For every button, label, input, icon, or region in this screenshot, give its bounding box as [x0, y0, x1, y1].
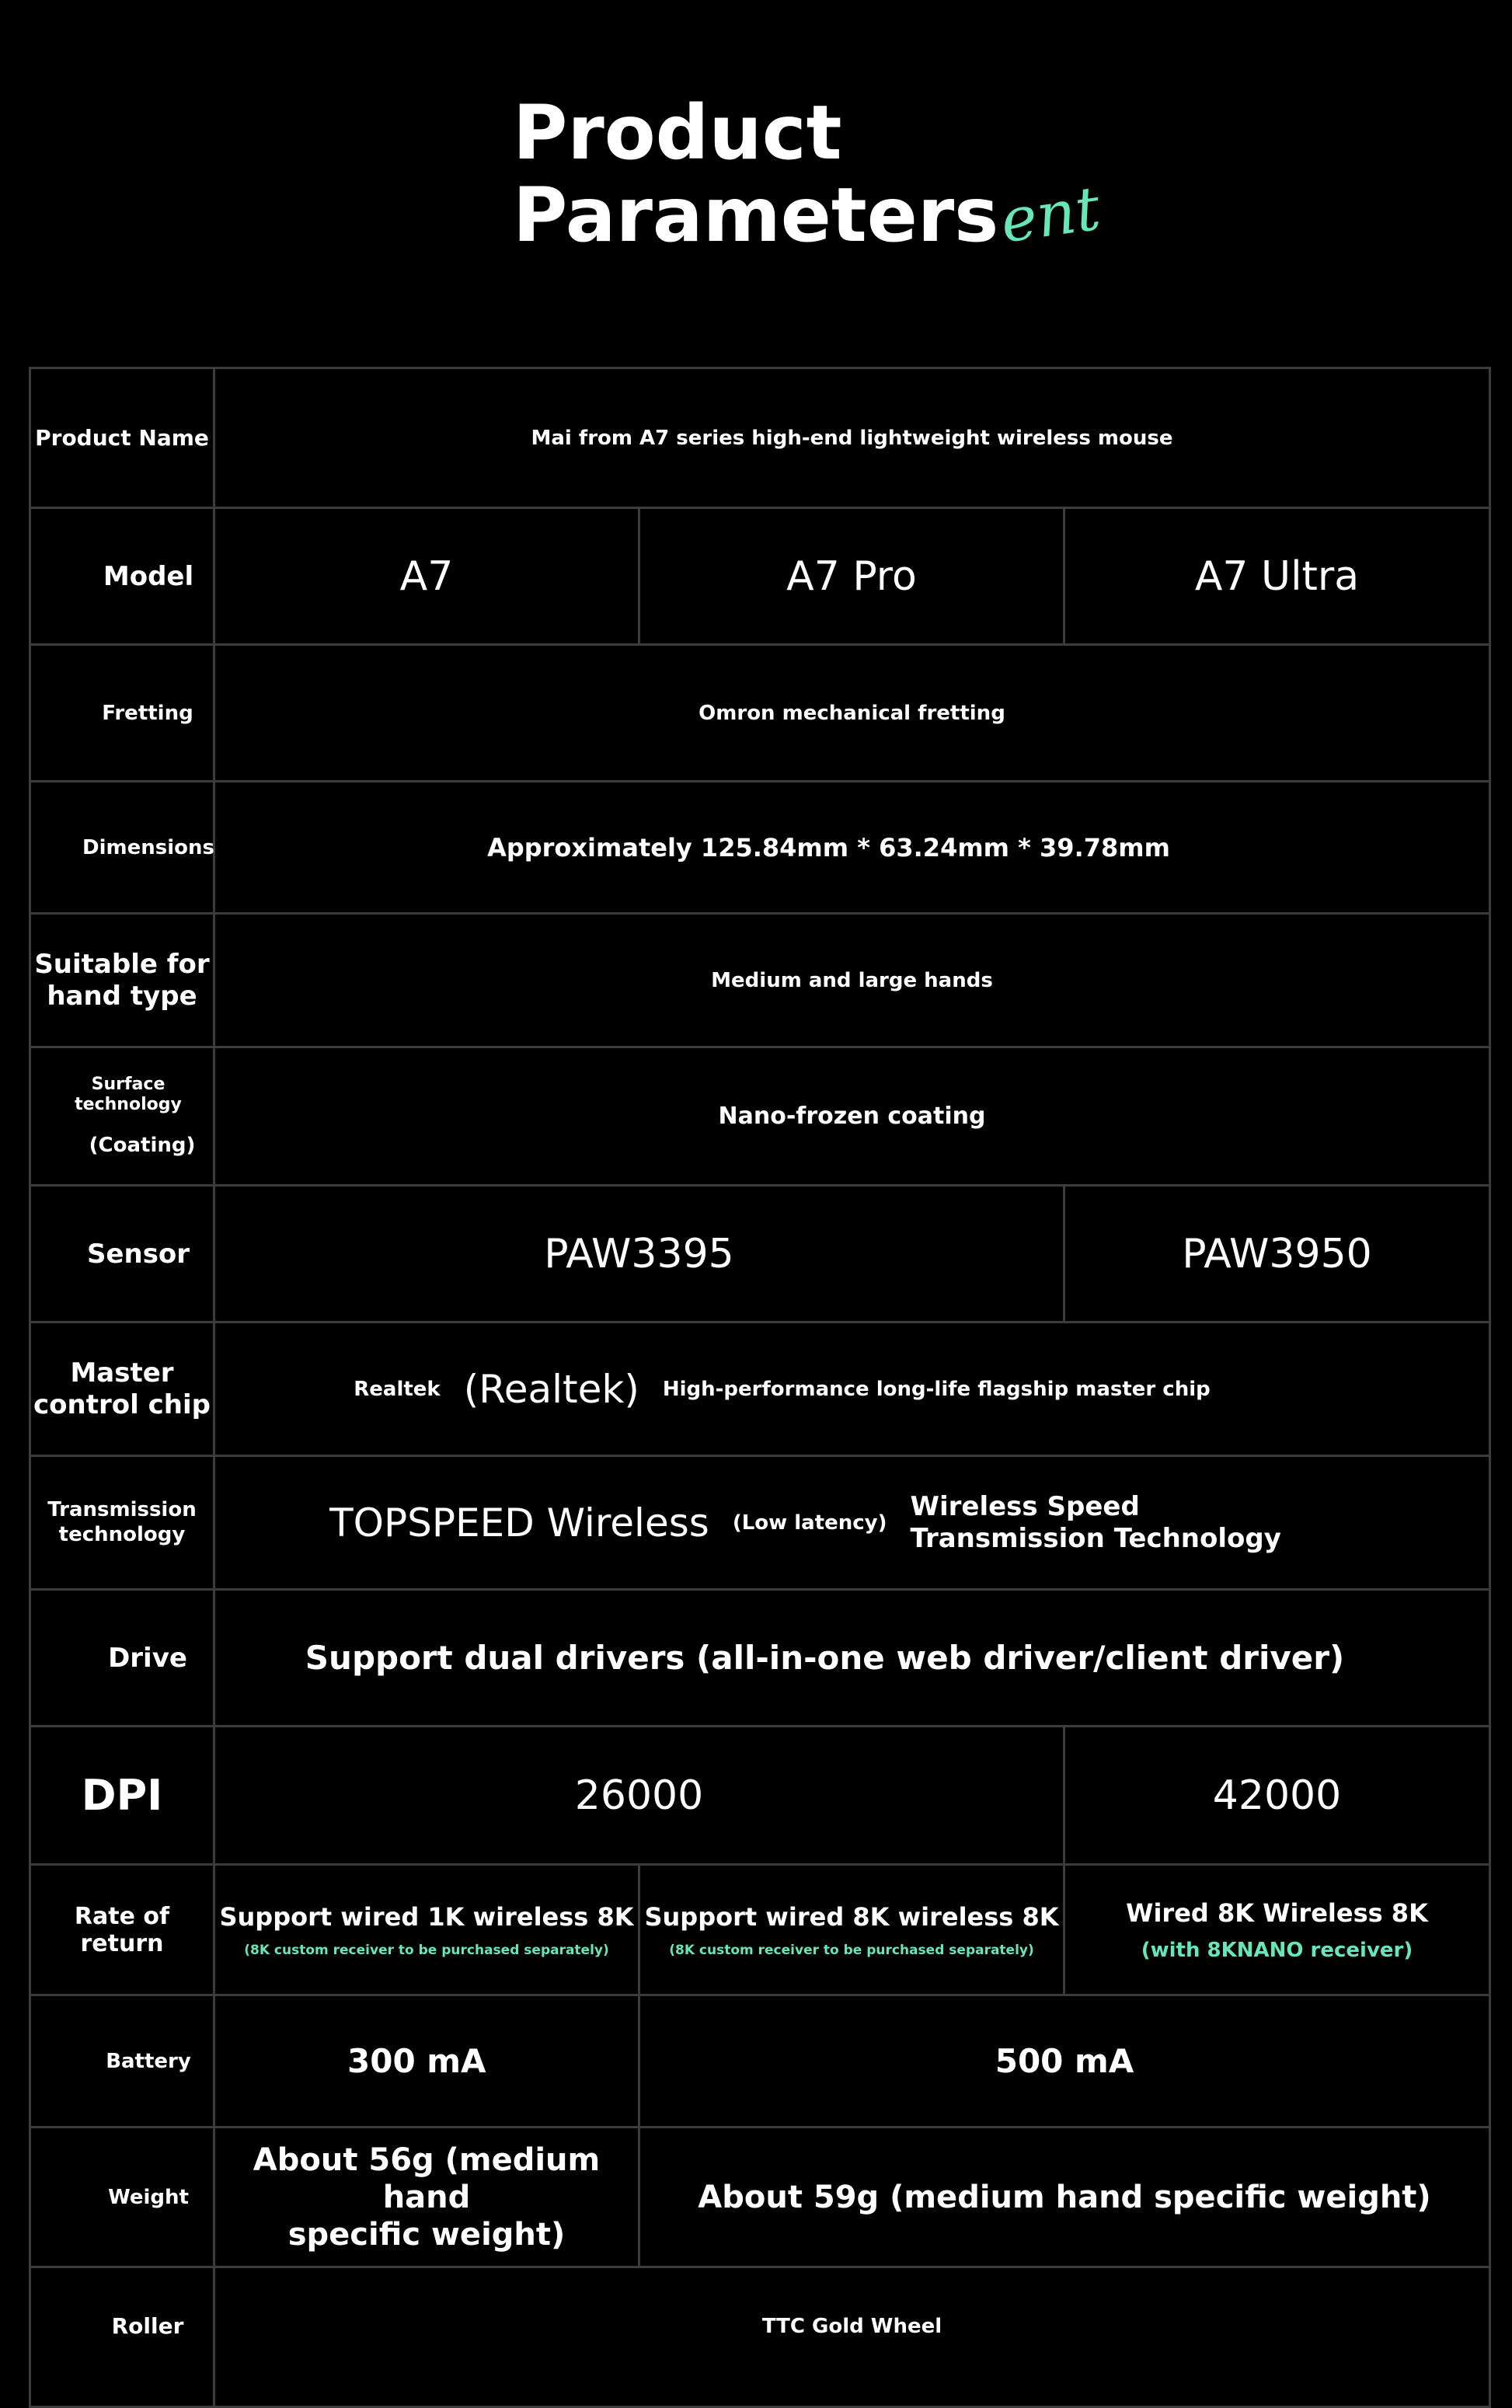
- value-dpi-a: 26000: [214, 1727, 1064, 1865]
- value-rate-a7: [214, 1865, 639, 1995]
- row-surface: [30, 1047, 1490, 1186]
- rate-a7-pro-main: Support wired 8K wireless 8K: [644, 1901, 1059, 1932]
- label-transmission-line-2: technology: [58, 1522, 186, 1546]
- label-surface-line-2: (Coating): [89, 1134, 196, 1158]
- row-roller: [30, 2267, 1490, 2407]
- row-battery: [30, 1995, 1490, 2127]
- label-sensor: Sensor: [30, 1186, 214, 1322]
- label-model: Model: [30, 508, 214, 645]
- row-rate: [30, 1865, 1490, 1995]
- value-sensor-a: PAW3395: [214, 1186, 1064, 1322]
- label-chip-line-1: Master: [70, 1357, 174, 1389]
- label-transmission: [30, 1456, 214, 1590]
- row-transmission: [30, 1456, 1490, 1590]
- value-chip: [214, 1322, 1490, 1456]
- label-hand-type-line-1: Suitable for: [34, 948, 210, 980]
- transmission-name: TOPSPEED Wireless: [329, 1500, 709, 1546]
- row-drive: [30, 1590, 1490, 1727]
- label-dpi: DPI: [30, 1727, 214, 1865]
- row-chip: [30, 1322, 1490, 1456]
- value-rate-a7-ultra: [1064, 1865, 1490, 1995]
- rate-a7-pro-note: (8K custom receiver to be purchased separately): [669, 1942, 1034, 1958]
- weight-a-line-2: specific weight): [287, 2216, 566, 2253]
- row-dimensions: [30, 782, 1490, 914]
- row-fretting: [30, 645, 1490, 782]
- page-title: [513, 89, 999, 259]
- value-model-a7-pro: A7 Pro: [639, 508, 1064, 645]
- label-product-name: Product Name: [30, 368, 214, 508]
- rate-a7-note: (8K custom receiver to be purchased separately): [244, 1942, 609, 1958]
- row-model: [30, 508, 1490, 645]
- value-roller: TTC Gold Wheel: [214, 2267, 1490, 2407]
- rate-a7-ultra-note: (with 8KNANO receiver): [1141, 1938, 1413, 1962]
- value-hand-type: Medium and large hands: [214, 914, 1490, 1047]
- value-model-a7-ultra: A7 Ultra: [1064, 508, 1490, 645]
- value-weight-a: [214, 2127, 639, 2267]
- chip-brand-large: (Realtek): [463, 1366, 639, 1412]
- value-model-a7: A7: [214, 508, 639, 645]
- label-chip-line-2: control chip: [33, 1389, 211, 1420]
- transmission-note: (Low latency): [732, 1511, 887, 1535]
- label-fretting: Fretting: [30, 645, 214, 782]
- chip-brand-small: Realtek: [354, 1377, 441, 1401]
- label-surface-line-1: Surface technology: [75, 1074, 182, 1114]
- label-surface: [30, 1047, 214, 1186]
- rate-a7-ultra-main: Wired 8K Wireless 8K: [1126, 1897, 1428, 1928]
- label-battery: Battery: [30, 1995, 214, 2127]
- value-weight-b: About 59g (medium hand specific weight): [639, 2127, 1490, 2267]
- value-transmission: [214, 1456, 1490, 1590]
- value-product-name: Mai from A7 series high-end lightweight wireless mouse: [214, 368, 1490, 508]
- label-chip: [30, 1322, 214, 1456]
- title-line-2: Parameters: [513, 172, 999, 259]
- value-dpi-b: 42000: [1064, 1727, 1490, 1865]
- row-weight: [30, 2127, 1490, 2267]
- title-line-1: Product: [513, 89, 842, 176]
- value-sensor-b: PAW3950: [1064, 1186, 1490, 1322]
- value-drive: Support dual drivers (all-in-one web driver/client driver): [214, 1590, 1490, 1727]
- label-roller: Roller: [30, 2267, 214, 2407]
- transmission-description: [910, 1491, 1280, 1555]
- value-dimensions: Approximately 125.84mm * 63.24mm * 39.78mm: [214, 782, 1490, 914]
- chip-description: High-performance long-life flagship master chip: [662, 1377, 1211, 1401]
- row-product-name: [30, 368, 1490, 508]
- decorative-script-text: ent: [996, 173, 1105, 257]
- row-hand-type: [30, 914, 1490, 1047]
- label-weight: Weight: [30, 2127, 214, 2267]
- value-battery-a: 300 mA: [214, 1995, 639, 2127]
- value-fretting: Omron mechanical fretting: [214, 645, 1490, 782]
- label-transmission-line-1: Transmission: [47, 1498, 197, 1522]
- weight-a-line-1: About 56g (medium hand: [253, 2141, 601, 2215]
- row-dpi: [30, 1727, 1490, 1865]
- rate-a7-main: Support wired 1K wireless 8K: [219, 1901, 634, 1932]
- value-surface: Nano-frozen coating: [214, 1047, 1490, 1186]
- row-sensor: [30, 1186, 1490, 1322]
- parameters-table: [29, 367, 1491, 2408]
- label-rate: Rate of return: [30, 1865, 214, 1995]
- label-hand-type-line-2: hand type: [47, 980, 197, 1012]
- value-battery-b: 500 mA: [639, 1995, 1490, 2127]
- label-hand-type: [30, 914, 214, 1047]
- label-dimensions: Dimensions: [30, 782, 214, 914]
- label-drive: Drive: [30, 1590, 214, 1727]
- transmission-desc-line-2: Transmission Technology: [910, 1522, 1281, 1554]
- transmission-desc-line-1: Wireless Speed: [910, 1490, 1140, 1522]
- value-rate-a7-pro: [639, 1865, 1064, 1995]
